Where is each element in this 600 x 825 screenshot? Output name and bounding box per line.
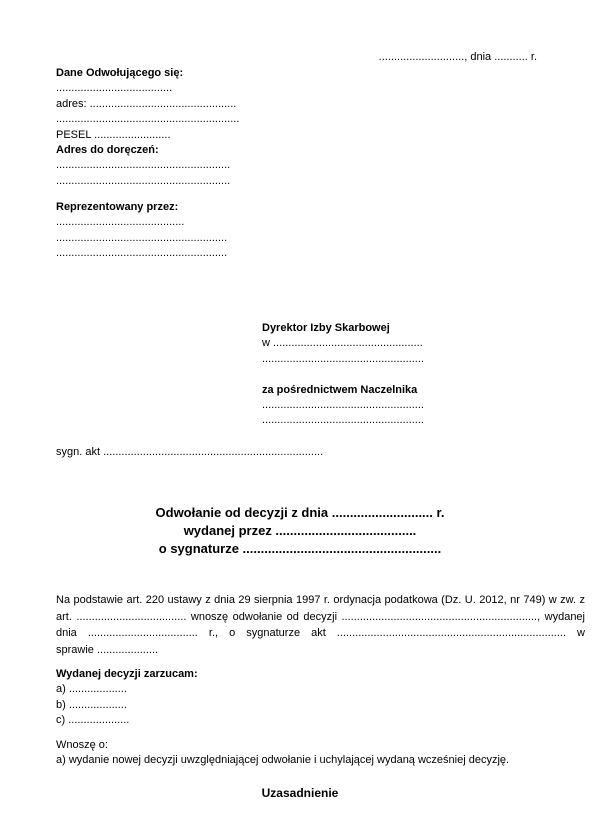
legal-basis-paragraph — [56, 592, 585, 658]
representative-field-1: .......................................... — [56, 216, 185, 229]
requests-section — [56, 738, 509, 769]
justification-heading-section — [0, 786, 600, 801]
representative-field-2: ........................................................ — [56, 231, 228, 244]
representative-field-3: ........................................................ — [56, 247, 228, 260]
addressee-field-2: ..................................................... — [262, 352, 424, 365]
objections-section — [56, 667, 198, 729]
representative-section — [56, 200, 227, 262]
objections-heading: Wydanej decyzji zarzucam: — [56, 668, 198, 680]
case-ref-section — [56, 445, 323, 460]
applicant-address-field-2: ............................................................ — [56, 113, 240, 126]
paragraph-line-4: sprawie .................... — [56, 643, 159, 656]
spacer-line — [262, 367, 424, 382]
requests-heading: Wnoszę o: — [56, 739, 108, 751]
applicant-heading: Dane Odwołującego się: — [56, 67, 184, 79]
via-field-1: ..................................................... — [262, 399, 424, 412]
via-field-2: ..................................................... — [262, 414, 424, 427]
applicant-pesel-field: PESEL ......................... — [56, 128, 171, 141]
delivery-address-field-2: ......................................................... — [56, 174, 231, 187]
applicant-name-field: ...................................... — [56, 82, 173, 95]
delivery-address-heading: Adres do doręczeń: — [56, 144, 159, 157]
paragraph-line-1: Na podstawie art. 220 ustawy z dnia 29 sierpnia 1997 r. ordynacja podatkowa (Dz. U. 2012, nr 749) w zw. z — [56, 594, 585, 606]
title-line-1: Odwołanie od decyzji z dnia ............................ r. — [155, 505, 445, 520]
delivery-address-field-1: ......................................................... — [56, 159, 231, 172]
addressee-heading: Dyrektor Izby Skarbowej — [262, 322, 390, 334]
paragraph-line-3: dnia .................................... r., o sygnaturze akt ........................................................................... w — [56, 627, 585, 640]
representative-heading: Reprezentowany przez: — [56, 201, 179, 213]
paragraph-line-2: art. .................................... wnoszę odwołanie od decyzji ................................................................, wydanej — [56, 610, 585, 623]
addressee-section — [262, 321, 424, 429]
objection-item-b: b) ................... — [56, 698, 127, 711]
case-ref-field: sygn. akt ........................................................................ — [56, 446, 324, 458]
addressee-field-1: w ................................................. — [262, 337, 423, 350]
date-placeholder: ............................, dnia ........... r. — [378, 51, 537, 63]
title-line-3: o sygnaturze ....................................................... — [158, 541, 442, 556]
justification-heading: Uzasadnienie — [261, 786, 339, 800]
document-title — [0, 504, 600, 558]
applicant-section — [56, 66, 239, 189]
via-heading: za pośrednictwem Naczelnika — [262, 383, 418, 396]
applicant-address-field: adres: ................................................ — [56, 97, 237, 110]
title-line-2: wydanej przez ....................................... — [183, 523, 417, 538]
date-line — [379, 50, 537, 65]
request-item-a: a) wydanie nowej decyzji uwzględniającej odwołanie i uchylającej wydaną wcześniej decyzję. — [56, 754, 510, 767]
objection-item-a: a) ................... — [56, 683, 127, 696]
objection-item-c: c) .................... — [56, 714, 130, 727]
